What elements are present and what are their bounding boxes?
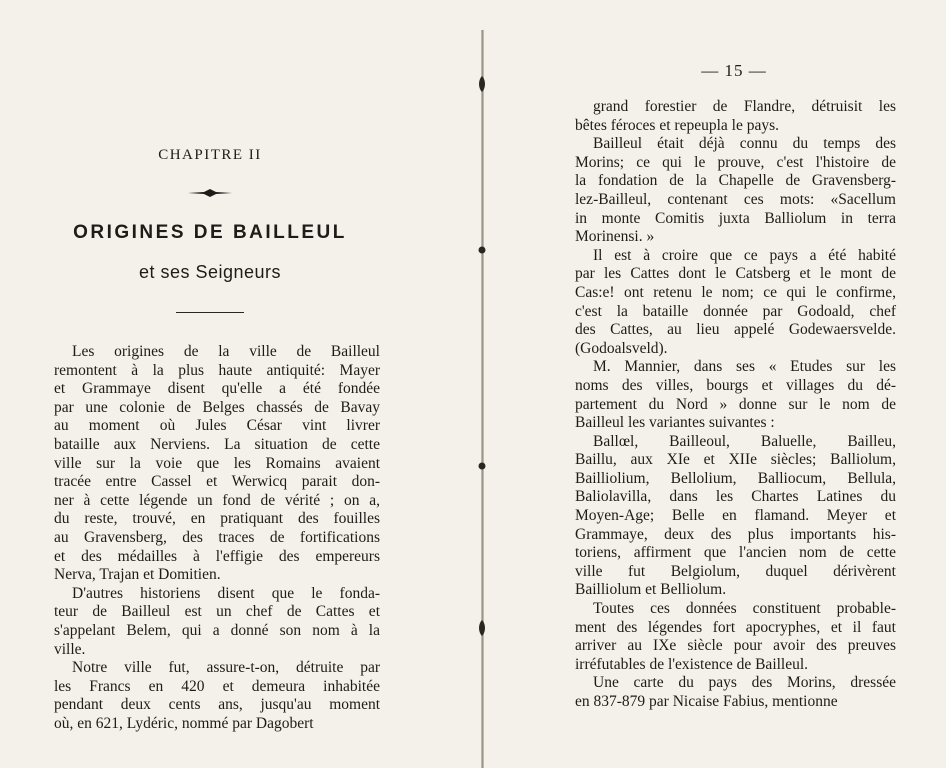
paragraph [575, 135, 896, 247]
text-line: les Francs en 420 et demeura inhabitée [54, 677, 380, 695]
text-line: Toutes ces données constituent probable- [593, 600, 896, 618]
text-line: ville fut Belgiolum, duquel dérivèrent [575, 562, 896, 580]
text-line: Baillu, aux XIe et XIIe siècles; Balliolum, [575, 451, 896, 469]
text-line: (Godoalsveld). [575, 339, 668, 357]
text-line: ville. [54, 640, 86, 658]
text-line: Il est à croire que ce pays a été habité [593, 246, 896, 264]
text-line: la fondation de la Chapelle de Gravensberg- [575, 172, 896, 190]
text-line: teur de Bailleul est un chef de Cattes et [54, 603, 380, 621]
text-line: in monte Comitis juxta Balliolum in terra [575, 209, 896, 227]
text-line: Les origines de la ville de Bailleul [72, 343, 380, 360]
text-line: où, en 621, Lydéric, nommé par Dagobert [54, 714, 314, 732]
text-line: c'est la bataille donnée par Godoald, chef [575, 302, 896, 320]
title-divider [176, 312, 244, 313]
text-line: des Cattes, au lieu appelé Godewaersvelde. [575, 321, 896, 339]
page-number: — 15 — [701, 61, 767, 80]
text-line: grand forestier de Flandre, détruisit les [593, 98, 896, 115]
paragraph [575, 358, 896, 432]
text-line: lez-Bailleul, contenant ces mots: «Sacellum [575, 190, 896, 208]
chapter-label: CHAPITRE II [158, 147, 262, 163]
text-line: Morinensi. » [575, 228, 655, 246]
paragraph [575, 433, 896, 600]
text-line: pendant deux cents ans, jusqu'au moment [54, 696, 380, 714]
text-line: Bailliolium, Bellolium, Balliocum, Bellula, [575, 469, 896, 487]
text-line: Moyen-Age; Belle en flamand. Meyer et [575, 507, 896, 525]
text-line: Nerva, Trajan et Domitien. [54, 566, 221, 584]
text-line: au Gravensberg, des traces de fortifications [54, 528, 380, 546]
text-line: tracée entre Cassel et Werwicq parait don- [54, 473, 380, 491]
left-page-text [54, 343, 380, 733]
paragraph [575, 600, 896, 674]
text-line: Cas:e! ont retenu le nom; ce qui le confirme, [575, 283, 896, 301]
chapter-title: ORIGINES DE BAILLEUL [73, 222, 347, 243]
right-page-text [575, 98, 896, 712]
text-line: du reste, trouvé, en pratiquant des fouilles [54, 510, 380, 528]
text-line: Une carte du pays des Morins, dressée [593, 674, 896, 692]
chapter-subtitle: et ses Seigneurs [138, 262, 282, 282]
text-line: par une colonie de Belges chassés de Bavay [54, 398, 380, 416]
text-line: Morins; ce qui le prouve, c'est l'histoire de [575, 153, 896, 171]
text-line: Bailliolum et Belliolum. [575, 581, 727, 599]
text-line: ner à cette légende un fond de vérité ; on a, [54, 491, 380, 509]
paragraph [54, 343, 380, 585]
text-line: Grammaye, deux des plus importants his- [575, 525, 896, 543]
text-line: arriver au IXe siècle pour avoir des preuves [575, 637, 896, 655]
text-line: bataille aux Nerviens. La situation de cette [54, 435, 380, 453]
paragraph [54, 585, 380, 659]
text-line: irréfutables de l'existence de Bailleul. [575, 655, 809, 673]
text-line: ville sur la voie que les Romains avaient [54, 454, 380, 472]
text-line: M. Mannier, dans ses « Etudes sur les [593, 358, 896, 376]
text-line: Ballœl, Bailleoul, Baluelle, Bailleu, [593, 432, 896, 450]
text-line: noms des villes, bourgs et villages du dé- [575, 376, 896, 394]
text-line: toriens, affirment que l'ancien nom de cette [575, 544, 896, 562]
text-line: et Grammaye disent qu'elle a été fondée [54, 380, 380, 398]
text-line: au moment où Jules César vint livrer [54, 417, 380, 435]
text-line: remontent à la plus haute antiquité: Mayer [54, 361, 380, 379]
text-line: et des médailles à l'effigie des empereurs [54, 547, 380, 565]
text-line: s'appelant Belem, qui a donné son nom à la [54, 621, 380, 639]
paragraph [575, 98, 896, 135]
text-line: bêtes féroces et repeupla le pays. [575, 116, 779, 134]
text-line: partement du Nord » donne sur le nom de [575, 395, 896, 413]
text-line: par les Cattes dont le Catsberg et le mont de [575, 265, 896, 283]
paragraph [54, 659, 380, 733]
text-line: en 837-879 par Nicaise Fabius, mentionne [575, 693, 838, 710]
text-line: Bailleul les variantes suivantes : [575, 414, 775, 432]
text-line: Notre ville fut, assure-t-on, détruite par [72, 659, 380, 677]
text-line: Bailleul était déjà connu du temps des [593, 135, 896, 153]
text-line: D'autres historiens disent que le fonda- [72, 584, 380, 602]
text-line: ment des légendes fort apocryphes, et il faut [575, 618, 896, 636]
paragraph [575, 247, 896, 359]
text-line: Baliolavilla, dans les Chartes Latines du [575, 488, 896, 506]
ornament-icon [188, 184, 232, 202]
paragraph [575, 674, 896, 711]
